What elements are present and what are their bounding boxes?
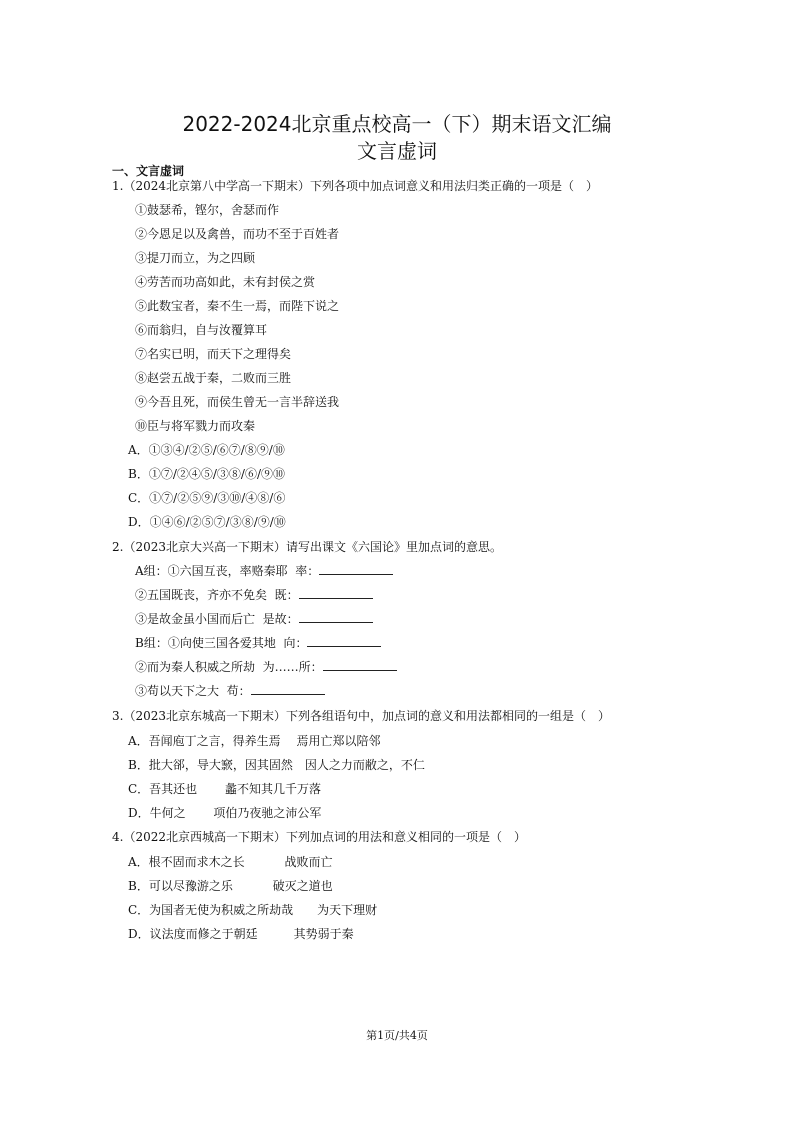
question-3-option-c: C．吾其还也 蠡不知其几千万落 [128, 782, 321, 796]
question-4-option-b: B．可以尽豫游之乐 破灭之道也 [128, 879, 333, 893]
document-subtitle: 文言虚词 [357, 139, 437, 163]
question-3-option-d: D．牛何之 项伯乃夜驰之沛公军 [128, 806, 322, 820]
section-heading: 一、文言虚词 [112, 164, 185, 178]
question-4-stem: 4.（2022北京西城高一下期末）下列加点词的用法和意义相同的一项是（ ） [112, 830, 526, 844]
question-1-option-b: B．①⑦/②④⑤/③⑧/⑥/⑨⑩ [128, 467, 285, 481]
question-2-item: ②五国既丧，齐亦不免矣 既： [135, 587, 373, 603]
question-2-item: ③是故金虽小国而后亡 是故： [135, 611, 373, 627]
question-3-stem: 3.（2023北京东城高一下期末）下列各组语句中，加点词的意义和用法都相同的一组是（ ） [112, 709, 610, 723]
question-2-item: B组：①向使三国各爱其地 向： [135, 635, 381, 651]
question-1-stem: 1.（2024北京第八中学高一下期末）下列各项中加点词意义和用法归类正确的一项是（ ） [112, 179, 598, 193]
question-1-item: ⑥而翁归，自与汝覆算耳 [135, 323, 268, 337]
question-2-item: A组：①六国互丧，率赂秦耶 率： [135, 563, 393, 579]
page-footer: 第1页/共4页 [366, 1029, 428, 1042]
answer-blank[interactable] [319, 563, 393, 575]
question-1-item: ⑧赵尝五战于秦，二败而三胜 [135, 371, 292, 385]
question-3-option-b: B．批大郤，导大窾，因其固然 因人之力而敝之，不仁 [128, 758, 425, 772]
answer-blank[interactable] [299, 587, 373, 599]
question-1-item: ②今恩足以及禽兽，而功不至于百姓者 [135, 227, 340, 241]
question-2-item: ②而为秦人积威之所劫 为……所： [135, 659, 397, 675]
question-4-option-a: A．根不固而求木之长 战败而亡 [128, 855, 333, 869]
answer-blank[interactable] [251, 683, 325, 695]
question-1-item: ④劳苦而功高如此，未有封侯之赏 [135, 275, 316, 289]
question-1-option-a: A．①③④/②⑤/⑥⑦/⑧⑨/⑩ [128, 443, 285, 457]
answer-blank[interactable] [307, 635, 381, 647]
question-1-item: ①鼓瑟希，铿尔，舍瑟而作 [135, 203, 280, 217]
question-2-stem: 2.（2023北京大兴高一下期末）请写出课文《六国论》里加点词的意思。 [112, 540, 502, 554]
answer-blank[interactable] [323, 659, 397, 671]
answer-blank[interactable] [299, 611, 373, 623]
question-1-option-c: C．①⑦/②⑤⑨/③⑩/④⑧/⑥ [128, 491, 286, 505]
question-1-item: ⑨今吾且死，而侯生曾无一言半辞送我 [135, 395, 340, 409]
question-1-item: ③提刀而立，为之四顾 [135, 251, 256, 265]
question-1-option-d: D．①④⑥/②⑤⑦/③⑧/⑨/⑩ [128, 515, 286, 529]
question-1-item: ⑩臣与将军戮力而攻秦 [135, 419, 256, 433]
question-1-item: ⑤此数宝者，秦不生一焉，而陛下说之 [135, 299, 340, 313]
question-3-option-a: A．吾闻庖丁之言，得养生焉 焉用亡郑以陪邻 [128, 734, 381, 748]
question-1-item: ⑦名实已明，而天下之理得矣 [135, 347, 292, 361]
question-4-option-d: D．议法度而修之于朝廷 其势弱于秦 [128, 927, 354, 941]
document-title: 2022-2024北京重点校高一（下）期末语文汇编 [182, 112, 612, 136]
question-4-option-c: C．为国者无使为积威之所劫哉 为天下理财 [128, 903, 378, 917]
question-2-item: ③苟以天下之大 苟： [135, 683, 325, 699]
